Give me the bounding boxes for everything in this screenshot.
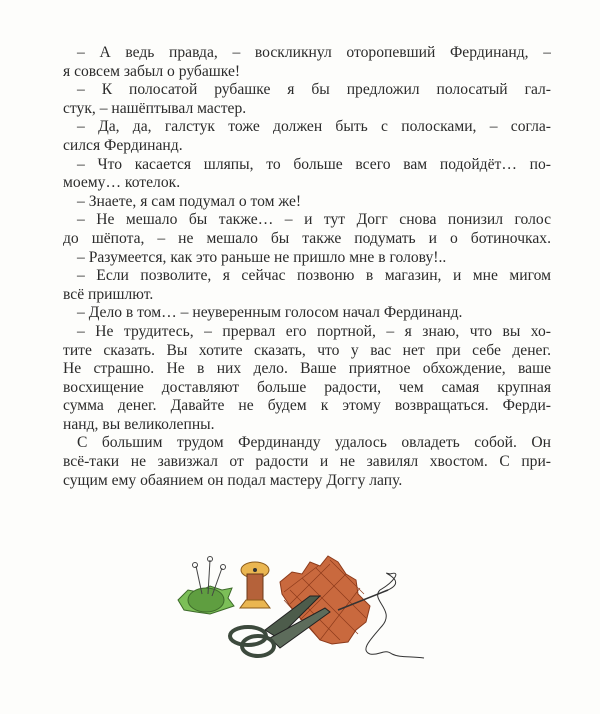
pincushion-icon: [178, 557, 234, 615]
text-line: – Что касается шляпы, то больше всего вам подойдёт… по-: [77, 155, 551, 173]
text-line: я совсем забыл о рубашке!: [63, 62, 241, 80]
text-line: сился Фердинанд.: [63, 136, 183, 154]
text-line: восхищение доставляют больше радости, чем самая крупная: [63, 378, 551, 396]
text-line: – Не мешало бы также… – и тут Догг снова понизил голос: [77, 211, 551, 229]
sewing-illustration: [170, 530, 470, 710]
text-line: – А ведь правда, – воскликнул оторопевший Фердинанд, –: [77, 44, 551, 61]
text-line: – Знаете, я сам подумал о том же!: [77, 192, 302, 210]
text-line: – Дело в том… – неуверенным голосом начал Фердинанд.: [77, 304, 463, 322]
spool-icon: [240, 562, 270, 608]
text-line: сумма денег. Давайте не будем к этому возвращаться. Ферди-: [63, 397, 551, 415]
text-line: моему… котелок.: [63, 174, 181, 192]
text-line: – Если позволите, я сейчас позвоню в магазин, и мне мигом: [77, 267, 551, 285]
text-line: – Да, да, галстук тоже должен быть с полосками, – согла-: [77, 118, 551, 136]
text-line: – К полосатой рубашке я бы предложил полосатый гал-: [77, 81, 551, 99]
text-line: Не страшно. Не в них дело. Ваше приятное обхождение, ваше: [63, 360, 551, 378]
text-line: стук, – нашёптывал мастер.: [63, 99, 247, 117]
text-line: – Не трудитесь, – прервал его портной, – я знаю, что вы хо-: [77, 322, 551, 340]
text-line: сущим ему обаянием он подал мастеру Доггу лапу.: [63, 471, 403, 489]
text-line: до шёпота, – не мешало бы также подумать и о ботиночках.: [63, 229, 551, 247]
text-line: С большим трудом Фердинанду удалось овладеть собой. Он: [77, 434, 551, 452]
text-line: – Разумеется, как это раньше не пришло мне в голову!..: [77, 248, 447, 266]
text-line: всё-таки не завизжал от радости и не завилял хвостом. С при-: [63, 453, 551, 471]
page-text: [63, 44, 551, 490]
text-line: тите сказать. Вы хотите сказать, что у вас нет при себе денег.: [63, 341, 551, 359]
text-line: всё пришлют.: [63, 285, 154, 303]
text-line: нанд, вы великолепны.: [63, 415, 215, 433]
